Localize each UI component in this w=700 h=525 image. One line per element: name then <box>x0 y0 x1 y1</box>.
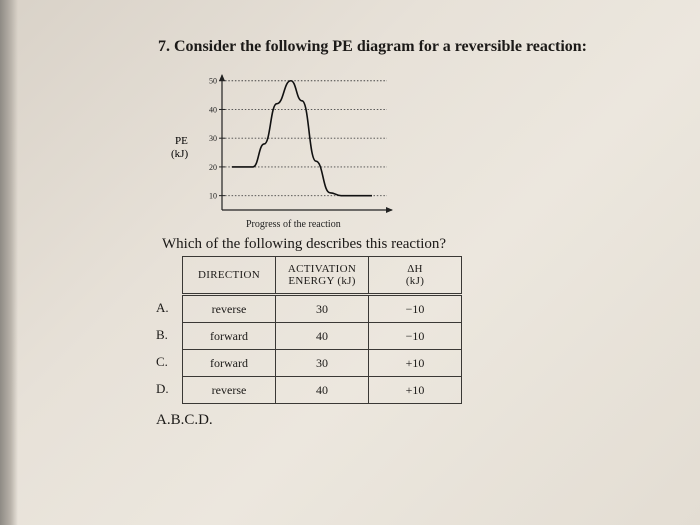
cell-direction: forward <box>183 323 276 350</box>
cell-direction: forward <box>183 350 276 377</box>
answer-table <box>182 256 462 404</box>
cell-delta-h: +10 <box>369 350 462 377</box>
header-activation: ACTIVATION ENERGY (kJ) <box>276 257 369 295</box>
cell-activation: 30 <box>276 295 369 323</box>
choice-letters <box>156 300 169 408</box>
y-axis-label-pe: PE <box>175 135 188 147</box>
desk-edge <box>0 0 18 525</box>
cell-delta-h: −10 <box>369 295 462 323</box>
subquestion-text: Which of the following describes this reaction? <box>162 236 447 252</box>
choice-letter-b: B. <box>156 327 168 342</box>
y-axis-arrow <box>219 74 225 81</box>
table-row <box>183 295 462 323</box>
cell-activation: 40 <box>276 323 369 350</box>
pe-diagram <box>160 70 420 235</box>
pe-diagram-svg <box>160 70 420 235</box>
header-delta-h: ΔH (kJ) <box>369 257 462 295</box>
choice-letter-d: D. <box>156 381 169 396</box>
y-tick-label: 30 <box>209 134 217 144</box>
header-direction: DIRECTION <box>183 257 276 295</box>
choice-letter-c: C. <box>156 354 168 369</box>
cell-activation: 40 <box>276 377 369 404</box>
cell-delta-h: +10 <box>369 377 462 404</box>
choice-letter-a: A. <box>156 300 169 315</box>
table-row <box>183 377 462 404</box>
y-axis-label-unit: (kJ) <box>171 148 189 160</box>
cell-direction: reverse <box>183 295 276 323</box>
question-text: 7. Consider the following PE diagram for a reversible reaction: <box>158 38 587 55</box>
x-axis-label: Progress of the reaction <box>246 219 341 230</box>
cell-direction: reverse <box>183 377 276 404</box>
cell-delta-h: −10 <box>369 323 462 350</box>
x-axis-arrow <box>386 207 393 213</box>
y-tick-label: 20 <box>209 162 217 172</box>
table-row <box>183 350 462 377</box>
y-tick-label: 40 <box>209 105 217 115</box>
choices-line: A.B.C.D. <box>156 412 213 428</box>
y-tick-label: 50 <box>209 76 217 86</box>
table-row <box>183 323 462 350</box>
cell-activation: 30 <box>276 350 369 377</box>
y-tick-label: 10 <box>209 191 217 201</box>
